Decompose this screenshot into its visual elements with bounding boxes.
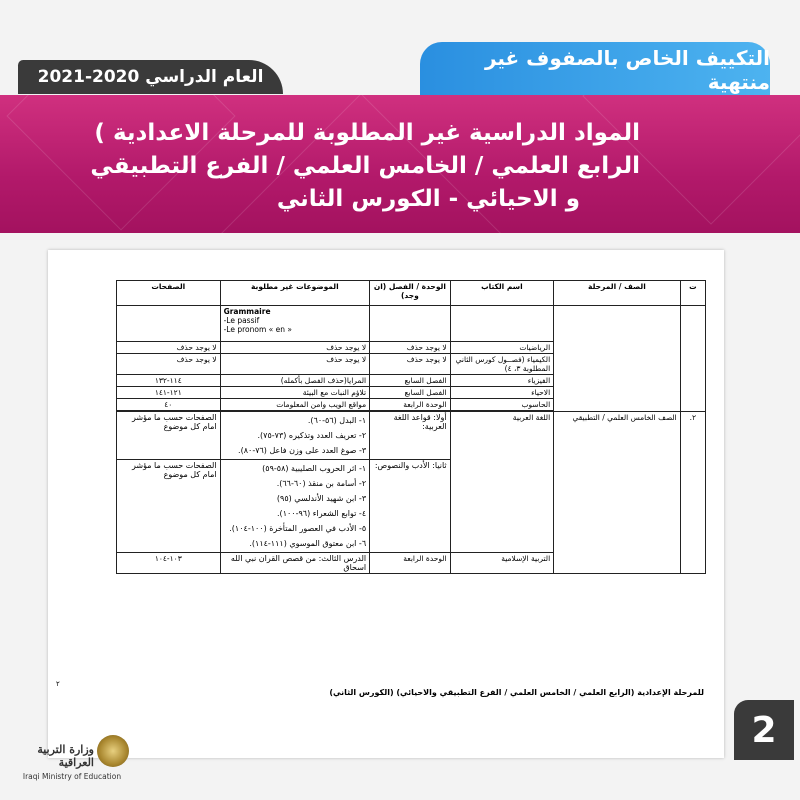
table-row: التربية الإسلامية الوحدة الرابعة الدرس الثالث: من قصص القران نبي الله اسحاق ١٠٣-١٠٤ xyxy=(117,553,706,574)
title-block xyxy=(90,117,640,216)
header-unit: الوحدة / الفصل (ان وجد) xyxy=(370,281,451,306)
french-topics: Grammaire -Le passif -Le pronom « en » xyxy=(220,306,370,342)
header-book: اسم الكتاب xyxy=(450,281,554,306)
table-row: الكيمياء (فصــول كورس الثاني المطلوبة ٣، ٤) لا يوجد حذف لا يوجد حذف لا يوجد حذف xyxy=(117,354,706,375)
header-tab: التكييف الخاص بالصفوف غير منتهية xyxy=(420,42,770,98)
table-header-row xyxy=(117,281,706,306)
ministry-logo xyxy=(12,735,124,790)
title-line-2: الرابع العلمي / الخامس العلمي / الفرع التطبيقي xyxy=(90,153,640,179)
header-pages: الصفحات xyxy=(117,281,221,306)
year-badge: العام الدراسي 2020-2021 xyxy=(18,60,283,94)
table-row: الرياضيات لا يوجد حذف لا يوجد حذف لا يوجد حذف xyxy=(117,342,706,354)
page-badge: 2 xyxy=(734,700,794,760)
document-page xyxy=(48,250,724,758)
logo-arabic-name: وزارة التربية العراقية xyxy=(37,743,94,769)
table-row: الاحياء الفصل السابع تلاؤم النبات مع البيئة ١٢١-١٤١ xyxy=(117,387,706,399)
title-line-3: و الاحيائي - الكورس الثاني xyxy=(276,186,580,212)
table-row: الحاسوب الوحدة الرابعة مواقع الويب وامن المعلومات ٤٠ xyxy=(117,399,706,411)
curriculum-table xyxy=(116,280,706,574)
title-line-1: المواد الدراسية غير المطلوبة للمرحلة الاعدادية ) xyxy=(94,120,640,146)
header-grade: الصف / المرحلة xyxy=(554,281,681,306)
doc-page-number: ٢ xyxy=(56,680,60,688)
header-topics: الموضوعات غير مطلوبة xyxy=(220,281,370,306)
ministry-seal-icon xyxy=(97,735,129,767)
table-row: ٢. الصف الخامس العلمي / التطبيقي اللغة العربية أولا: قواعد اللغة العربية: ١- البدل (٥٦-٦٠). ٢- تعريف العدد وتذكيره (٧٣-٧٥). ٣- صوغ العدد على وزن فاعل (٧٦-٨٠). الصفحات حسب ما مؤشر امام كل موضوع xyxy=(117,412,706,460)
header-num: ت xyxy=(680,281,705,306)
logo-english-name: Iraqi Ministry of Education xyxy=(22,772,122,781)
title-banner xyxy=(0,95,800,233)
table-row: الفيزياء الفصل السابع المرايا(حذف الفصل بأكمله) ١١٤-١٣٢ xyxy=(117,375,706,387)
table-row xyxy=(117,306,706,342)
doc-footer: للمرحلة الإعدادية (الرابع العلمي / الخامس العلمي / الفرع التطبيقي والاحيائي) (الكورس الثاني) xyxy=(329,688,704,697)
table-row: ثانيا: الأدب والنصوص: ١- اثر الحروب الصليبية (٥٨-٥٩) ٢- أسامة بن منقذ (٦٠-٦٦). ٣- ابن شهيد الأندلسي (٩٥) ٤- توابع الشعراء (٩٦-١٠٠). ٥- الأدب في العصور المتأخرة (١٠٠-١٠٤). ٦- ابن معتوق الموسوي (١١١-١١٤). الصفحات حسب ما مؤشر امام كل موضوع xyxy=(117,460,706,553)
